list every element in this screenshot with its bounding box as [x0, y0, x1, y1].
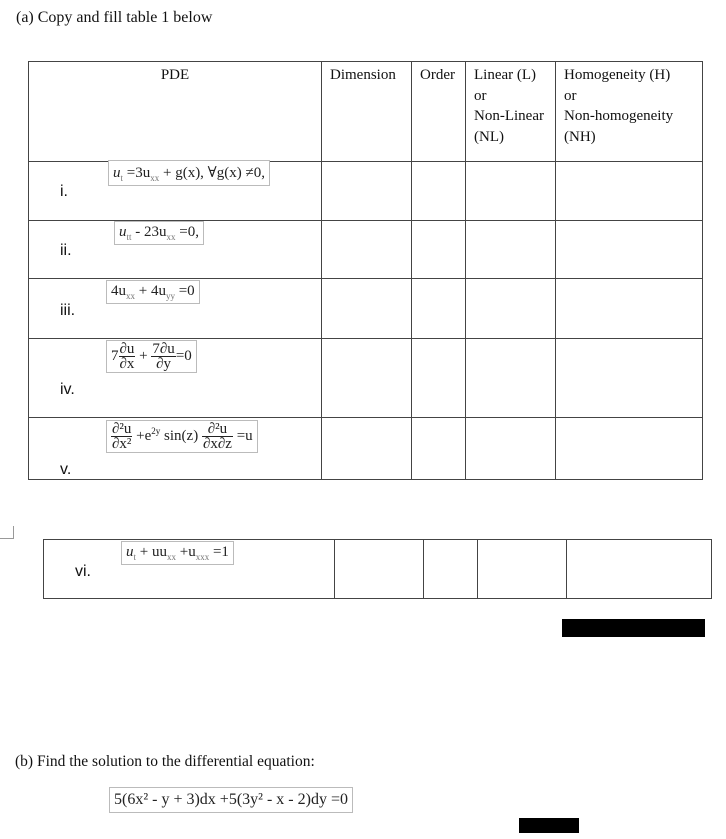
equation-i: $u_t =3u_{xx} + g(x)$, ∀g(x) ≠0, [108, 160, 270, 186]
cell-order[interactable] [412, 418, 466, 480]
cell-linearity[interactable] [466, 221, 556, 279]
header-homogeneity [556, 62, 703, 162]
equation-ii: $u_{tt} - 23u_{xx} =0$, [114, 221, 204, 245]
table-header-row [29, 62, 703, 162]
cell-homogeneity[interactable] [556, 339, 703, 418]
cell-homogeneity[interactable] [567, 540, 712, 599]
table-1 [28, 61, 703, 480]
cell-linearity[interactable] [478, 540, 567, 599]
equation-v: $\frac{\text{∂²u}}{\text{∂x²}}$ $+e^{2y}$ sin(z) $\frac{\text{∂²u}}{\partial x\partial z}$ =u [106, 420, 258, 453]
header-homog-line3: Non-homogeneity [564, 108, 674, 124]
cell-linearity[interactable] [466, 162, 556, 221]
header-linear [466, 62, 556, 162]
cell-homogeneity[interactable] [556, 418, 703, 480]
cell-homogeneity[interactable] [556, 162, 703, 221]
row-number: i. [60, 183, 68, 200]
cell-order[interactable] [424, 540, 478, 599]
row-number: iv. [60, 381, 75, 398]
question-a: (a) Copy and fill table 1 below [16, 9, 213, 26]
row-number: vi. [75, 563, 91, 580]
cell-homogeneity[interactable] [556, 279, 703, 339]
header-homog-line4: (NH) [564, 128, 596, 145]
header-homog-line1: Homogeneity (H) [564, 67, 671, 83]
row-number: ii. [60, 242, 72, 259]
cell-order[interactable] [412, 279, 466, 339]
equation-b: 5(6x² - y + 3)dx +5(3y² - x - 2)dy =0 [109, 787, 353, 813]
cell-order[interactable] [412, 221, 466, 279]
cell-order[interactable] [412, 162, 466, 221]
cell-dimension[interactable] [322, 162, 412, 221]
equation-iv: 7 $\frac{\partial u}{\partial x}$ + $\frac{7\partial u}{\partial y}$ =0 [106, 340, 197, 373]
header-linear-line2: or [474, 87, 487, 104]
header-pde: PDE [29, 62, 322, 162]
equation-vi: $u_t + uu_{xx} +u_{xxx} =1$ [121, 541, 234, 565]
header-linear-line1: Linear (L) [474, 67, 537, 83]
header-order: Order [412, 62, 466, 162]
cell-dimension[interactable] [322, 339, 412, 418]
cell-dimension[interactable] [322, 279, 412, 339]
row-number: iii. [60, 302, 76, 319]
equation-iii: $4u_{xx} + 4u_{yy} =0$ [106, 280, 200, 304]
row-number: v. [60, 461, 72, 478]
cell-linearity[interactable] [466, 418, 556, 480]
redaction-bar [519, 818, 579, 833]
cell-linearity[interactable] [466, 339, 556, 418]
cell-dimension[interactable] [335, 540, 424, 599]
header-homog-line2: or [564, 87, 577, 104]
question-b: (b) Find the solution to the differential equation: [15, 753, 315, 770]
page-corner-mark [0, 526, 14, 539]
cell-dimension[interactable] [322, 418, 412, 480]
cell-homogeneity[interactable] [556, 221, 703, 279]
header-dimension: Dimension [322, 62, 412, 162]
redaction-bar [562, 619, 705, 637]
cell-dimension[interactable] [322, 221, 412, 279]
cell-order[interactable] [412, 339, 466, 418]
header-linear-line4: (NL) [474, 128, 504, 145]
header-linear-line3: Non-Linear [474, 108, 544, 124]
cell-linearity[interactable] [466, 279, 556, 339]
